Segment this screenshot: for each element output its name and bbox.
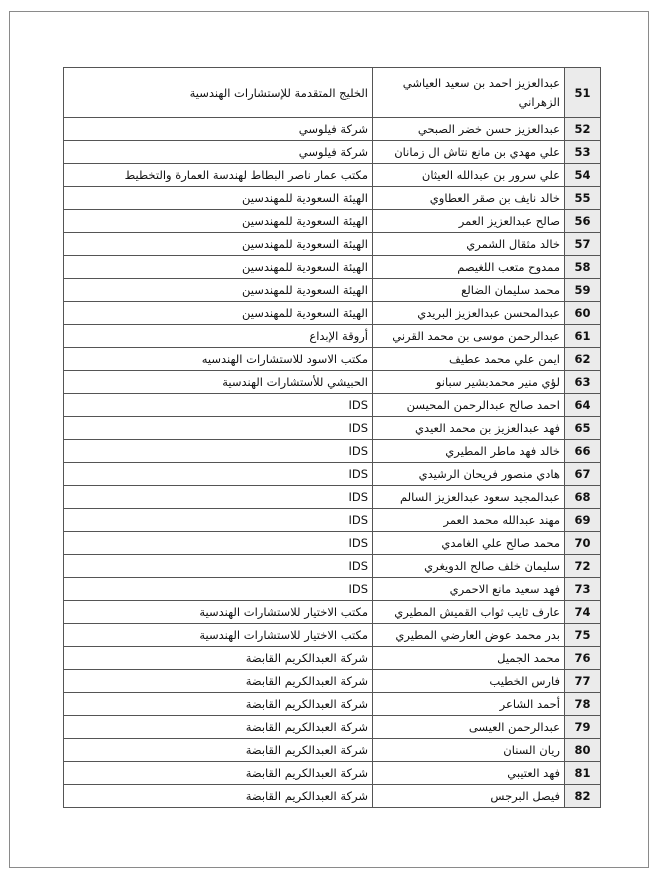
- row-number: 58: [565, 256, 601, 279]
- table-row: [64, 532, 601, 555]
- person-name: عبدالمجيد سعود عبدالعزيز السالم: [373, 486, 565, 509]
- person-name: محمد الجميل: [373, 647, 565, 670]
- row-number: 80: [565, 739, 601, 762]
- row-number: 56: [565, 210, 601, 233]
- row-number: 68: [565, 486, 601, 509]
- organization-name: IDS: [64, 440, 373, 463]
- row-number: 57: [565, 233, 601, 256]
- row-number: 59: [565, 279, 601, 302]
- organization-name: مكتب عمار ناصر البطاط لهندسة العمارة والتخطيط: [64, 164, 373, 187]
- table-row: [64, 256, 601, 279]
- organization-name: شركة العبدالكريم القابضة: [64, 739, 373, 762]
- organization-name: شركة العبدالكريم القابضة: [64, 716, 373, 739]
- organization-name: شركة فيلوسي: [64, 118, 373, 141]
- table-row: [64, 509, 601, 532]
- table-row: [64, 141, 601, 164]
- person-name: سليمان خلف صالح الدويغري: [373, 555, 565, 578]
- person-name: عبدالرحمن موسى بن محمد القرني: [373, 325, 565, 348]
- organization-name: الهيئة السعودية للمهندسين: [64, 210, 373, 233]
- row-number: 67: [565, 463, 601, 486]
- organization-name: IDS: [64, 509, 373, 532]
- organization-name: الهيئة السعودية للمهندسين: [64, 187, 373, 210]
- organization-name: IDS: [64, 532, 373, 555]
- person-name: صالح عبدالعزيز العمر: [373, 210, 565, 233]
- organization-name: شركة العبدالكريم القابضة: [64, 785, 373, 808]
- table-row: [64, 210, 601, 233]
- table-row: [64, 624, 601, 647]
- row-number: 79: [565, 716, 601, 739]
- person-name: عبدالرحمن العيسى: [373, 716, 565, 739]
- table-row: [64, 440, 601, 463]
- table-row: [64, 371, 601, 394]
- organization-name: IDS: [64, 394, 373, 417]
- person-name: ايمن علي محمد عطيف: [373, 348, 565, 371]
- organization-name: الهيئة السعودية للمهندسين: [64, 302, 373, 325]
- organization-name: IDS: [64, 486, 373, 509]
- organization-name: IDS: [64, 463, 373, 486]
- row-number: 55: [565, 187, 601, 210]
- person-name: محمد صالح علي الغامدي: [373, 532, 565, 555]
- person-name: خالد نايف بن صقر العطاوي: [373, 187, 565, 210]
- person-name: محمد سليمان الضالع: [373, 279, 565, 302]
- table-row: [64, 417, 601, 440]
- organization-name: الهيئة السعودية للمهندسين: [64, 256, 373, 279]
- person-name: مهند عبدالله محمد العمر: [373, 509, 565, 532]
- table-row: [64, 578, 601, 601]
- table-row: [64, 325, 601, 348]
- row-number: 77: [565, 670, 601, 693]
- row-number: 60: [565, 302, 601, 325]
- table-row: [64, 601, 601, 624]
- person-name: فهد عبدالعزيز بن محمد العيدي: [373, 417, 565, 440]
- attendees-table: [63, 67, 601, 808]
- row-number: 53: [565, 141, 601, 164]
- organization-name: شركة العبدالكريم القابضة: [64, 693, 373, 716]
- person-name: لؤي منير محمدبشير سبانو: [373, 371, 565, 394]
- row-number: 64: [565, 394, 601, 417]
- row-number: 81: [565, 762, 601, 785]
- row-number: 52: [565, 118, 601, 141]
- table-row: [64, 118, 601, 141]
- row-number: 63: [565, 371, 601, 394]
- person-name: خالد فهد ماطر المطيري: [373, 440, 565, 463]
- attendees-table-body: [64, 68, 601, 808]
- table-row: [64, 233, 601, 256]
- person-name: أحمد الشاعر: [373, 693, 565, 716]
- row-number: 72: [565, 555, 601, 578]
- organization-name: الهيئة السعودية للمهندسين: [64, 233, 373, 256]
- organization-name: IDS: [64, 555, 373, 578]
- table-row: [64, 187, 601, 210]
- person-name: عارف ثايب ثواب القميش المطيري: [373, 601, 565, 624]
- person-name: ممدوح متعب اللغيصم: [373, 256, 565, 279]
- row-number: 65: [565, 417, 601, 440]
- person-name: احمد صالح عبدالرحمن المحيسن: [373, 394, 565, 417]
- organization-name: شركة العبدالكريم القابضة: [64, 670, 373, 693]
- organization-name: مكتب الاختيار للاستشارات الهندسية: [64, 601, 373, 624]
- person-name: عبدالمحسن عبدالعزيز البريدي: [373, 302, 565, 325]
- person-name: فهد سعيد مانع الاحمري: [373, 578, 565, 601]
- table-row: [64, 68, 601, 118]
- organization-name: شركة العبدالكريم القابضة: [64, 647, 373, 670]
- organization-name: شركة العبدالكريم القابضة: [64, 762, 373, 785]
- organization-name: مكتب الاسود للاستشارات الهندسيه: [64, 348, 373, 371]
- organization-name: الحبيشي للأستشارات الهندسية: [64, 371, 373, 394]
- person-name: بدر محمد عوض العارضي المطيري: [373, 624, 565, 647]
- row-number: 75: [565, 624, 601, 647]
- organization-name: شركة فيلوسي: [64, 141, 373, 164]
- organization-name: الخليج المتقدمة للإستشارات الهندسية: [64, 68, 373, 118]
- row-number: 74: [565, 601, 601, 624]
- person-name: عبدالعزيز حسن خضر الصبحي: [373, 118, 565, 141]
- table-row: [64, 716, 601, 739]
- table-row: [64, 348, 601, 371]
- person-name: فارس الخطيب: [373, 670, 565, 693]
- row-number: 62: [565, 348, 601, 371]
- organization-name: الهيئة السعودية للمهندسين: [64, 279, 373, 302]
- row-number: 51: [565, 68, 601, 118]
- row-number: 73: [565, 578, 601, 601]
- organization-name: مكتب الاختيار للاستشارات الهندسية: [64, 624, 373, 647]
- row-number: 82: [565, 785, 601, 808]
- person-name: فيصل البرجس: [373, 785, 565, 808]
- organization-name: IDS: [64, 417, 373, 440]
- table-row: [64, 693, 601, 716]
- person-name: ريان السنان: [373, 739, 565, 762]
- person-name: علي سرور بن عبدالله العيثان: [373, 164, 565, 187]
- row-number: 69: [565, 509, 601, 532]
- person-name: هادي منصور فريحان الرشيدي: [373, 463, 565, 486]
- row-number: 78: [565, 693, 601, 716]
- organization-name: IDS: [64, 578, 373, 601]
- table-row: [64, 394, 601, 417]
- table-row: [64, 302, 601, 325]
- row-number: 54: [565, 164, 601, 187]
- table-row: [64, 486, 601, 509]
- person-name: فهد العتيبي: [373, 762, 565, 785]
- table-row: [64, 463, 601, 486]
- table-row: [64, 647, 601, 670]
- row-number: 61: [565, 325, 601, 348]
- table-row: [64, 279, 601, 302]
- table-row: [64, 785, 601, 808]
- table-row: [64, 555, 601, 578]
- row-number: 66: [565, 440, 601, 463]
- table-row: [64, 670, 601, 693]
- row-number: 70: [565, 532, 601, 555]
- organization-name: أروقة الإبداع: [64, 325, 373, 348]
- table-row: [64, 739, 601, 762]
- person-name: عبدالعزيز احمد بن سعيد العياشي الزهراني: [373, 68, 565, 118]
- row-number: 76: [565, 647, 601, 670]
- table-row: [64, 762, 601, 785]
- person-name: علي مهدي بن مانع نتاش ال زمانان: [373, 141, 565, 164]
- person-name: خالد مثقال الشمري: [373, 233, 565, 256]
- table-row: [64, 164, 601, 187]
